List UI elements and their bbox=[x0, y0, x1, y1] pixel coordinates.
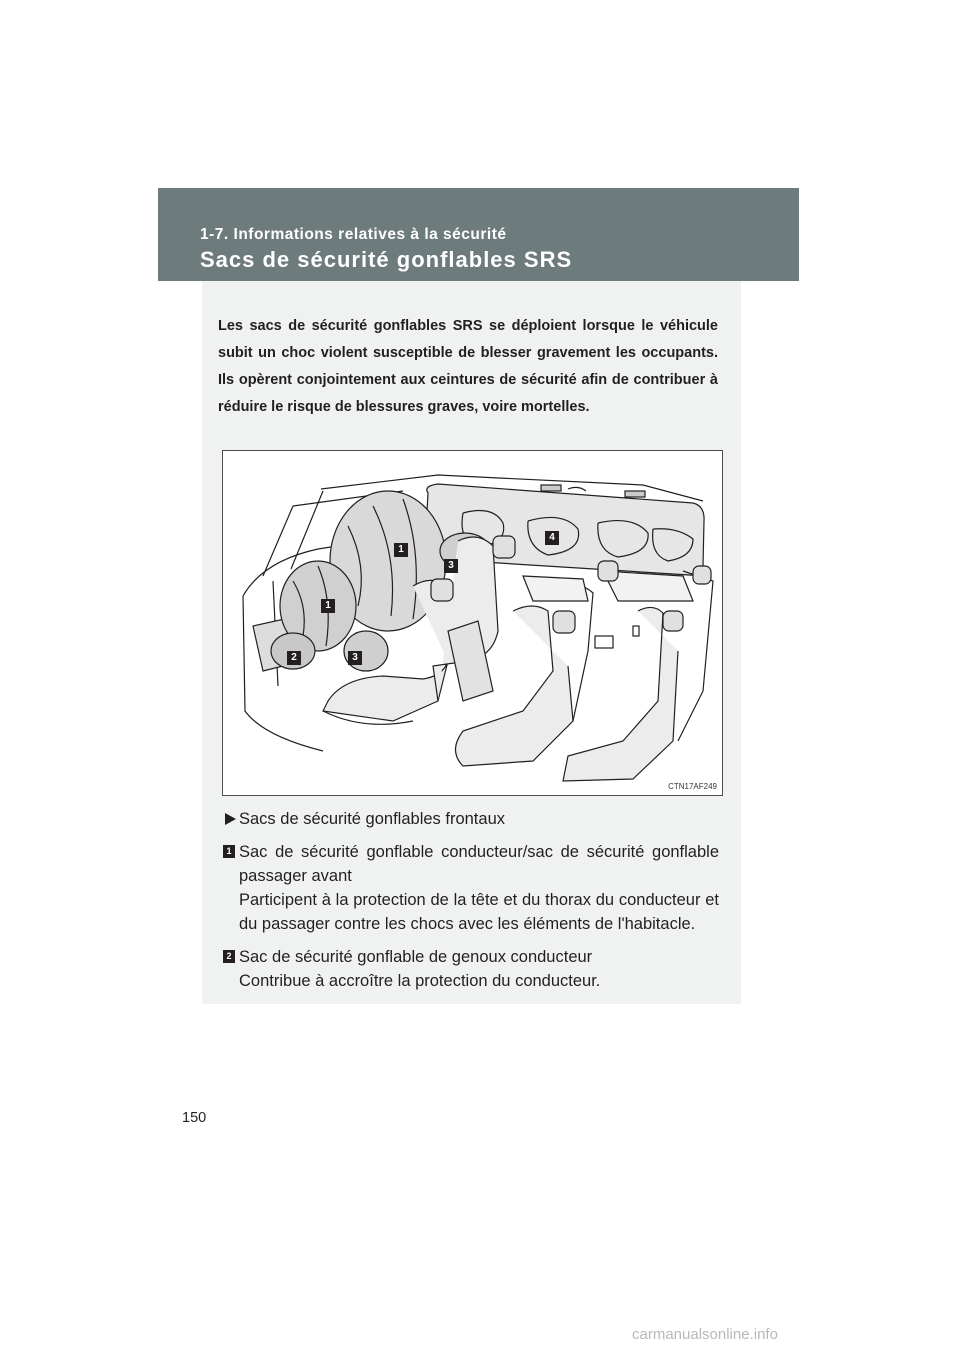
figure-code: CTN17AF249 bbox=[668, 782, 717, 791]
item-description: Contribue à accroître la protection du conducteur. bbox=[239, 972, 601, 990]
callout-3-lower: 3 bbox=[348, 651, 362, 665]
page-number: 150 bbox=[182, 1110, 207, 1126]
section-label: 1-7. Informations relatives à la sécurité bbox=[200, 226, 507, 243]
item-title: Sac de sécurité gonflable de genoux conducteur bbox=[239, 948, 593, 966]
item-description: Participent à la protection de la tête et du thorax du conducteur et du passager contre les chocs avec les éléments de l'habitacle. bbox=[239, 891, 719, 933]
callout-1-passenger-airbag: 1 bbox=[394, 543, 408, 557]
list-heading-text: Sacs de sécurité gonflables frontaux bbox=[239, 810, 505, 828]
header-band bbox=[158, 188, 799, 281]
list-item bbox=[223, 840, 719, 936]
callout-3-upper: 3 bbox=[444, 559, 458, 573]
intro-paragraph: Les sacs de sécurité gonflables SRS se déploient lorsque le véhicule subit un choc violent susceptible de blesser gravement les occupants. Ils opèrent conjointement aux ceintures de sécurité afin de contribuer à réduire le risque de blessures graves, voire mortelles. bbox=[218, 318, 718, 415]
callout-2-knee-airbag: 2 bbox=[287, 651, 301, 665]
list-heading bbox=[223, 807, 719, 831]
item-title: Sac de sécurité gonflable conducteur/sac de sécurité gonflable passager avant bbox=[239, 843, 719, 885]
car-interior-drawing bbox=[223, 451, 723, 796]
airbag-list bbox=[223, 807, 719, 1002]
list-item bbox=[223, 945, 719, 993]
watermark: carmanualsonline.info bbox=[632, 1326, 778, 1343]
page-title: Sacs de sécurité gonflables SRS bbox=[200, 247, 573, 272]
content-box bbox=[202, 281, 741, 1004]
callout-4-curtain-airbag: 4 bbox=[545, 531, 559, 545]
number-badge-icon: 1 bbox=[223, 845, 235, 858]
callout-1-driver-airbag: 1 bbox=[321, 599, 335, 613]
arrow-right-icon bbox=[225, 813, 236, 825]
number-badge-icon: 2 bbox=[223, 950, 235, 963]
airbag-illustration bbox=[222, 450, 723, 796]
